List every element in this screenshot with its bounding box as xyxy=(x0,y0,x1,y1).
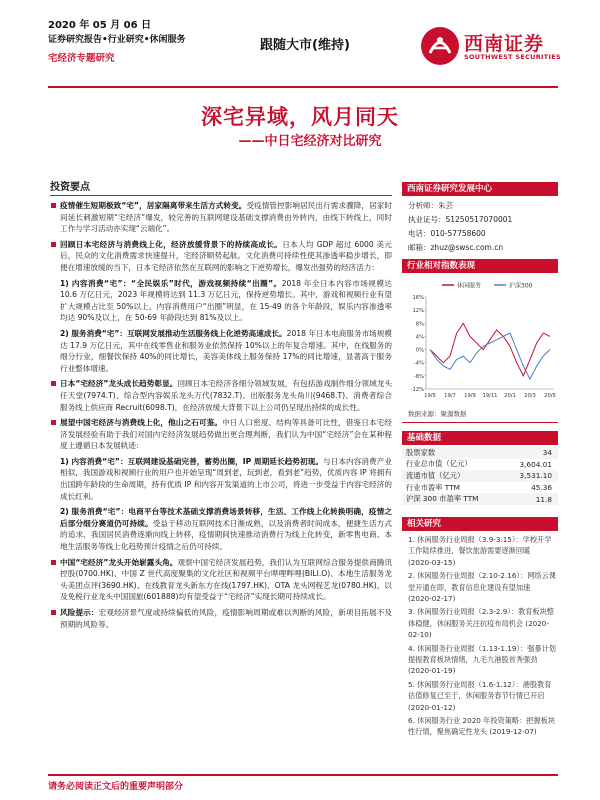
stats-value: 34 xyxy=(502,447,558,459)
sidebar xyxy=(402,182,558,740)
header-divider xyxy=(48,86,558,88)
highlight-text: 2018 年日本电商服务市场规模达 17.9 万亿日元，其中在线零售业和服务业依然保持 10%以上的年复合增速。其中，在线服务的细分行业，细餐饮保持 40%的同比增长，美容美体线上服务保持 17%的同比增速，显著高于服务行业整体增速。 xyxy=(60,328,392,373)
report-subtitle: 宅经济专题研究 xyxy=(48,53,115,64)
reports-heading: 相关研究 xyxy=(402,517,558,531)
analyst-info xyxy=(402,196,558,259)
chart-svg xyxy=(402,277,558,407)
legend-label: 沪深300 xyxy=(509,282,533,290)
bullet-square-icon xyxy=(51,242,56,247)
rating: 跟随大市(维持) xyxy=(260,38,350,53)
y-tick-label: 4% xyxy=(415,334,424,341)
bullet-square-icon xyxy=(51,560,56,565)
highlight-paragraph xyxy=(50,378,392,413)
x-tick-label: 20/1 xyxy=(504,393,516,399)
stats-row xyxy=(402,447,558,459)
related-report-item[interactable]: 6. 休闲服务行业 2020 年投资策略：把握板块性行情，聚焦确定性龙头 (2019-12-07) xyxy=(408,716,556,737)
bullet-square-icon xyxy=(51,610,56,615)
highlight-paragraph xyxy=(50,200,392,235)
stats-value: 3,604.01 xyxy=(519,459,552,469)
highlight-lead: 2) 服务消费“宅”：电商平台等技术基础支撑消费场景转移，生活、工作线上化转换明确，疫情之后部分细分赛道仍可持续。 xyxy=(60,507,392,528)
x-tick-label: 20/5 xyxy=(544,393,556,399)
y-tick-label: 12% xyxy=(412,308,424,315)
highlight-text: 与日本内容消费产业相似，我国游戏和视频行业的用户也开始呈现“周到老，玩到老，看到老”趋势，优质内容 IP 将拥有出国跨年龄段的生命周期，持有优质 IP 和内容开发渠道的上市公司，将进一步受益于内容宅经济的成长红利。 xyxy=(60,456,392,501)
highlight-lead: 风险提示： xyxy=(60,608,99,617)
stats-table xyxy=(402,447,558,505)
highlight-text: 受益于移动互联网技术日渐成熟，以及消费者时间成本，便捷生活方式的追求，我国居民消费逐渐向线上转移，疫情期间快速推动消费行为线上化转变，新零售电商、本地生活服务等线上化趋势预计疫情之后仍可持续。 xyxy=(60,518,392,552)
highlight-lead: 展望中国宅经济与消费线上化，他山之石可鉴。 xyxy=(60,418,223,428)
highlight-lead: 回顾日本宅经济与消费线上化，经济放缓背景下的持续高成长。 xyxy=(60,239,283,249)
highlight-text: 日本人均 GDP 超过 6000 美元后，民众的文化消费需求快速提升，宅经济顺势起航。文化消费可持续性使其渗透率稳步增长，即便在增速放缓的当下，日本宅经济依然在互联网的影响之下逆势增长，爆发出强势的经济活力： xyxy=(60,239,393,272)
stats-value: 3,531.10 xyxy=(502,470,558,482)
logo-mark-icon xyxy=(420,26,460,66)
stats-row xyxy=(402,459,558,471)
analyst-name: 分析师：朱芸 xyxy=(408,201,453,210)
highlight-text: 观察中国宅经济发展趋势，我们认为互联网综合服务提供商腾讯控股(0700.HK)、中国 Z 世代高度聚集的文化社区和视频平台哔哩哔哩(BILI.O)、本地生活服务龙头美团点评(3690.HK)、在线教育龙头新东方在线(1797.HK)、OTA 龙头网程艺龙(0780.HK)，以及免税行业龙头中国国旅(601888)均有望受益于“宅经济”实现长期可持续成长。 xyxy=(60,557,393,602)
chart-heading: 行业相对指数表现 xyxy=(402,259,558,273)
highlight-text: 中日人口密度、结构等具备可比性，借鉴日本宅经济发展经验有助于我们对国内宅经济发展趋势做出更合理判断，我们认为中国“宅经济”会在某种程度上遵循日本发展轨迹： xyxy=(60,418,392,451)
report-category: 证券研究报告•行业研究•休闲服务 xyxy=(48,35,186,45)
related-report-item[interactable]: 2. 休闲服务行业周报（2.10-2.16）：网络云课堂开通在即，教育信息化建设有望加速 (2020-02-17) xyxy=(408,571,556,603)
highlight-lead: 2) 服务消费“宅”：互联网发展推动生活服务线上化逆势高速成长。 xyxy=(60,328,287,338)
highlight-paragraph xyxy=(50,506,392,552)
bullet-square-icon xyxy=(51,420,56,425)
y-tick-label: -8% xyxy=(413,373,424,380)
highlight-text: 受疫情管控影响居民出行需求骤降，居家时间延长刺激短期“宅经济”爆发，较完善的互联网建设基础支撑消费由外转内，由线下转线上，同时工作与学习活动亦实现“云端化”。 xyxy=(60,201,393,234)
page-title: 深宅异域，风月同天 xyxy=(201,105,399,129)
analyst-license: 执业证号：S1250517070001 xyxy=(408,215,513,224)
stats-label: 流通市值（亿元） xyxy=(402,470,502,482)
stats-row xyxy=(402,493,558,505)
highlights-heading: 投资要点 xyxy=(50,178,392,196)
y-tick-label: 0% xyxy=(415,347,424,354)
legend-label: 休闲服务 xyxy=(457,282,482,290)
related-report-item[interactable]: 1. 休闲服务行业周报（3.9-3.15）：学校开学工作陆续推进，餐饮旅游需要逐渐回暖 (2020-03-15) xyxy=(408,534,552,567)
page-subtitle: ——中日宅经济对比研究 xyxy=(238,134,382,149)
highlight-lead: 1) 内容消费“宅”：“全民娱乐”时代，游戏视频持续“出圈”。 xyxy=(60,278,282,288)
x-tick-label: 19/7 xyxy=(444,393,456,399)
report-date: 2020 年 05 月 06 日 xyxy=(48,20,152,31)
highlight-text: 宏观经济景气度或持续偏低的风险，疫情影响周期或难以判断的风险，新项目拓展不及预期的风险等。 xyxy=(60,608,393,629)
footer-divider xyxy=(48,774,558,776)
y-tick-label: -12% xyxy=(410,387,424,393)
stats-label: 行业总市值（亿元） xyxy=(406,459,472,469)
bullet-square-icon xyxy=(51,203,56,208)
index-performance-chart xyxy=(402,277,558,407)
highlight-paragraph xyxy=(50,607,392,630)
highlight-lead: 日本“宅经济”龙头成长趋势彰显。 xyxy=(60,379,178,389)
highlights-list xyxy=(50,200,392,630)
highlight-lead: 中国“宅经济”龙头开始崭露头角。 xyxy=(60,557,178,567)
stats-label: 股票家数 xyxy=(402,447,502,459)
stats-value: 11.8 xyxy=(502,493,558,505)
x-tick-label: 19/5 xyxy=(424,393,436,399)
stats-row xyxy=(402,482,558,494)
analyst-phone: 电话：010-57758600 xyxy=(408,229,486,238)
x-tick-label: 20/3 xyxy=(524,393,536,399)
related-report-item[interactable]: 4. 休闲服务行业周报（1.13-1.19）：强暴计划提振教育板块情绪，九毛九港股首秀强劲 (2020-01-19) xyxy=(408,643,556,676)
footer-disclaimer: 请务必阅读正文后的重要声明部分 xyxy=(48,782,184,792)
highlight-paragraph xyxy=(50,239,392,274)
logo-text-cn: 西南证券 xyxy=(464,33,545,55)
highlight-paragraph xyxy=(50,456,392,502)
stats-label: 沪深 300 市盈率 TTM xyxy=(402,493,502,505)
related-reports-list xyxy=(402,531,558,738)
stats-row xyxy=(402,470,558,482)
stats-heading: 基础数据 xyxy=(402,431,558,445)
bullet-square-icon xyxy=(51,381,56,386)
y-tick-label: -4% xyxy=(413,360,424,367)
highlight-paragraph xyxy=(50,278,392,324)
y-tick-label: 8% xyxy=(415,321,424,328)
highlight-paragraph xyxy=(50,557,392,603)
company-logo xyxy=(420,26,570,66)
related-report-item[interactable]: 5. 休闲服务行业周报（1.6-1.12）：港股教育估值修复已至于，休闲服务春节行情已开启 (2020-01-12) xyxy=(408,679,552,712)
stats-label: 行业市盈率 TTM xyxy=(406,482,460,492)
y-tick-label: 16% xyxy=(412,295,424,301)
x-tick-label: 19/9 xyxy=(464,393,476,399)
analyst-heading: 西南证券研究发展中心 xyxy=(402,182,558,196)
related-report-item[interactable]: 3. 休闲服务行业周报（2.3-2.9）：教育板块整体稳健，休闲服务关注抗疫布局机会 (2020-02-10) xyxy=(408,607,554,640)
chart-source: 数据来源：聚源数据 xyxy=(402,407,558,423)
stats-value: 45.36 xyxy=(531,483,552,493)
highlight-text: 回顾日本宅经济各细分领域发展，有包括游戏制作细分领域龙头任天堂(7974.T)、综合型内容娱乐龙头万代(7832.T)、出版服务龙头角川(9468.T)、消费者综合服务线上供应商 Recruit(6098.T)，在经济放缓大背景下以上公司仍呈现出持续的成长性。 xyxy=(60,379,393,412)
highlights-section xyxy=(50,178,392,634)
highlight-paragraph xyxy=(50,328,392,374)
analyst-email[interactable]: 邮箱：zhuz@swsc.com.cn xyxy=(408,243,504,252)
x-tick-label: 19/11 xyxy=(482,393,498,399)
highlight-lead: 1) 内容消费“宅”：互联网建设基础完善，蓄势出圈，IP 周期延长趋势初现。 xyxy=(60,456,323,466)
logo-text-en: SOUTHWEST SECURITIES xyxy=(464,53,561,61)
report-header xyxy=(48,16,561,84)
highlight-lead: 疫情催生短期极致“宅”，居家隔离带来生活方式转变。 xyxy=(60,201,247,210)
highlight-text: 2018 年全日本内容市场规模达 10.6 万亿日元，2023 年规模将达到 11.3 万亿日元，保持逆势增长。其中，游戏和视频行业有望扩大规模占比至 50%以上，内容消费用户“出圈”明显，在 15-49 的各个年龄段，娱乐内容渗透率均达 90%及以上，在 50-69 年龄段达到 81%及以上。 xyxy=(60,278,392,323)
highlight-paragraph xyxy=(50,417,392,452)
